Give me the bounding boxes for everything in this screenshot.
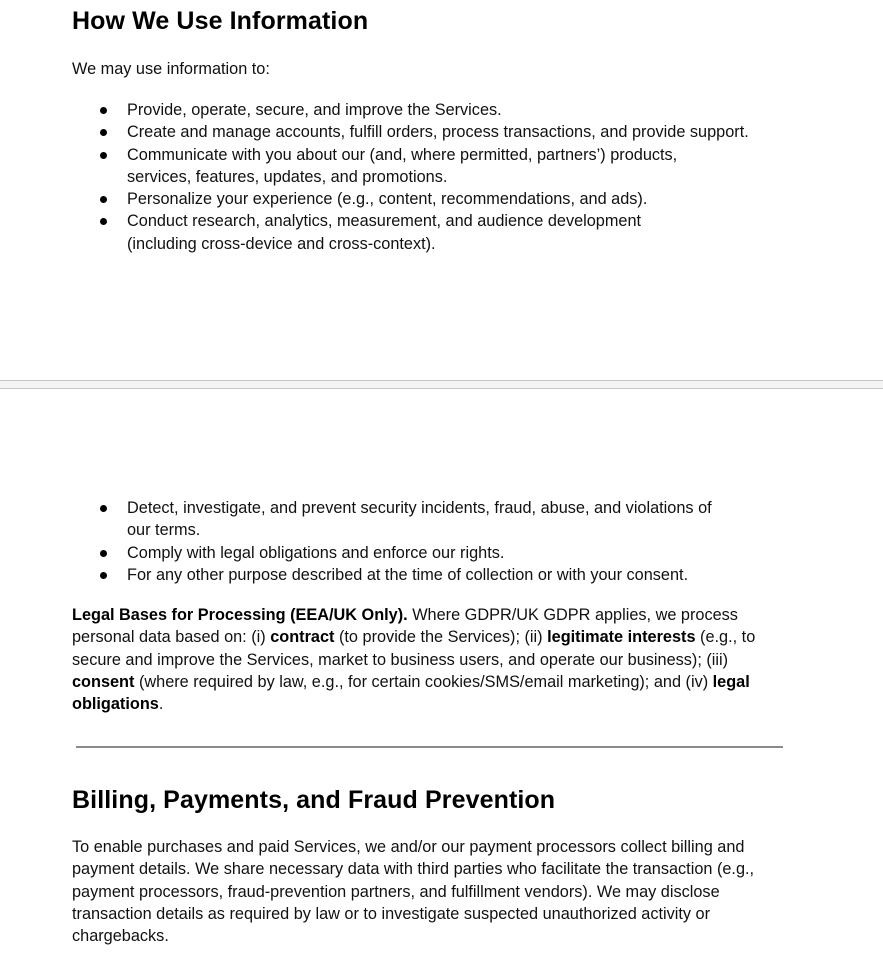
section-intro: We may use information to: [72,60,270,78]
legal-bases-title: Legal Bases for Processing (EEA/UK Only). [72,606,408,624]
usage-list-page-1 [72,99,772,255]
list-item: Communicate with you about our (and, where permitted, partners’) products, services, features, updates, and promotions. [72,144,772,189]
basis-legitimate-interests: legitimate interests [547,628,696,647]
legal-bases-paragraph: Legal Bases for Processing (EEA/UK Only). Where GDPR/UK GDPR applies, we process personal data based on: (i) contract (to provide the Services); (ii) legitimate interests (e.g., to secure and improve the Services, market to business users, and operate our business); (iii) consent (where required by law, e.g., for certain cookies/SMS/email marketing); and (iv) legal obligations. [72,606,756,714]
basis-legal-obligations: legal obligations [72,672,750,714]
list-item: Provide, operate, secure, and improve the Services. [72,99,772,121]
bullet-icon [100,572,107,579]
bullet-icon [100,152,107,159]
bullet-icon [100,107,107,114]
bullet-icon [100,505,107,512]
list-item: For any other purpose described at the time of collection or with your consent. [72,564,772,586]
billing-paragraph: To enable purchases and paid Services, we and/or our payment processors collect billing and payment details. We share necessary data with third parties who facilitate the transaction (e.g., payment processors, fraud-prevention partners, and fulfillment vendors). We may disclose transaction details as required by law or to investigate suspected unauthorized activity or chargebacks. [72,838,755,946]
horizontal-rule [76,746,783,748]
page-break [0,380,883,389]
list-item: Comply with legal obligations and enforce our rights. [72,542,772,564]
bullet-icon [100,196,107,203]
list-item: Conduct research, analytics, measurement, and audience development (including cross-device and cross-context). [72,210,772,255]
section-heading-how-we-use-information: How We Use Information [72,7,369,35]
basis-contract: contract [270,628,335,647]
basis-consent: consent [72,672,135,691]
bullet-icon [100,550,107,557]
document-page-1 [0,0,883,380]
bullet-icon [100,129,107,136]
list-item: Create and manage accounts, fulfill orders, process transactions, and provide support. [72,121,772,143]
list-item: Detect, investigate, and prevent security incidents, fraud, abuse, and violations of our terms. [72,497,772,542]
bullet-icon [100,218,107,225]
usage-list-page-2 [72,497,772,586]
list-item: Personalize your experience (e.g., content, recommendations, and ads). [72,188,772,210]
section-heading-billing: Billing, Payments, and Fraud Prevention [72,786,556,814]
